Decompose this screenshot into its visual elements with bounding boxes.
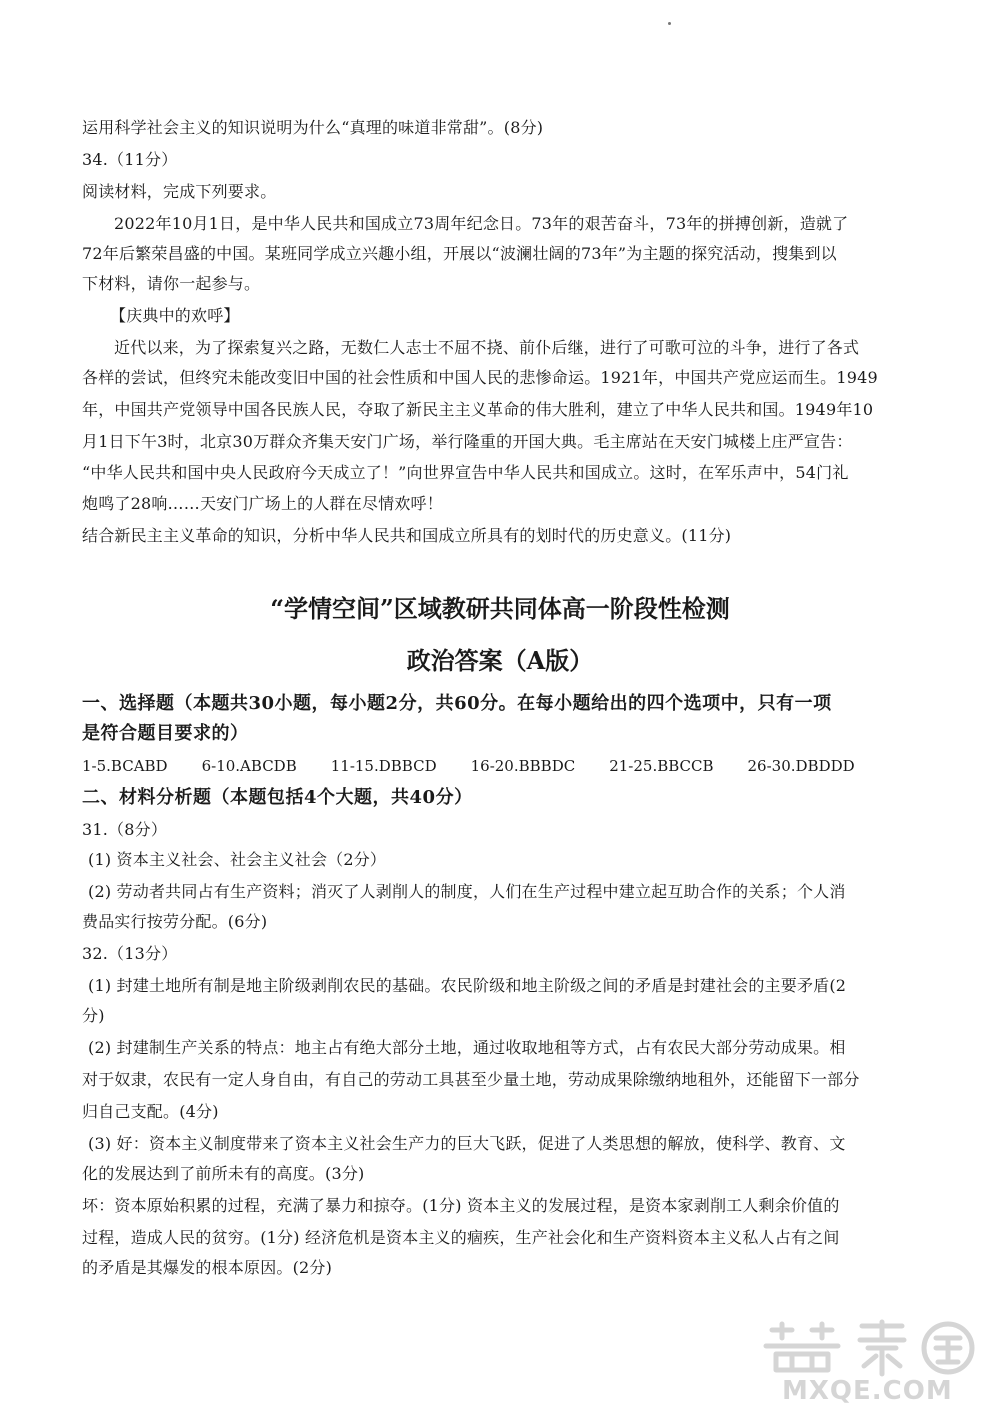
q34-instruction: 阅读材料，完成下列要求。 (82, 182, 277, 201)
section1-heading: 一、选择题（本题共30小题，每小题2分，共60分。在每小题给出的四个选项中，只有一项 (82, 693, 832, 714)
q31-answer-line: (2) 劳动者共同占有生产资料；消灭了人剥削人的制度，人们在生产过程中建立起互助合作的关系；个人消 (88, 882, 846, 901)
q31-header: 31.（8分） (82, 820, 168, 839)
choice-answer-group: 16-20.BBBDC (470, 757, 576, 775)
watermark (752, 1318, 982, 1408)
q32-answer-line: (1) 封建土地所有制是地主阶级剥削农民的基础。农民阶级和地主阶级之间的矛盾是封建社会的主要矛盾(2 (88, 976, 847, 995)
choice-answer-group: 11-15.DBBCD (330, 757, 437, 775)
choice-answer-group: 26-30.DBDDD (747, 757, 855, 775)
choice-answer-group: 6-10.ABCDB (201, 757, 297, 775)
q34-material-line: 各样的尝试，但终究未能改变旧中国的社会性质和中国人民的悲惨命运。1921年，中国共产党应运而生。1949 (82, 368, 878, 387)
q32-answer-line: 过程，造成人民的贫穷。(1分) 经济危机是资本主义的痼疾，生产社会化和生产资料资本主义私人占有之间 (82, 1228, 840, 1247)
choice-answers-row (82, 756, 855, 776)
q34-material-line: 年，中国共产党领导中国各民族人民，夺取了新民主主义革命的伟大胜利，建立了中华人民共和国。1949年10 (82, 400, 874, 419)
section2-heading: 二、材料分析题（本题包括4个大题，共40分） (82, 787, 473, 808)
q32-answer-line: (3) 好：资本主义制度带来了资本主义社会生产力的巨大飞跃，促进了人类思想的解放，使科学、教育、文 (88, 1134, 846, 1153)
q34-material-line: 月1日下午3时，北京30万群众齐集天安门广场，举行隆重的开国大典。毛主席站在天安门城楼上庄严宣告： (82, 432, 853, 451)
q34-section-title: 【庆典中的欢呼】 (110, 306, 240, 325)
q34-task: 结合新民主主义革命的知识，分析中华人民共和国成立所具有的划时代的历史意义。(11分) (82, 526, 732, 545)
answer-subtitle: 政治答案（A版） (406, 646, 594, 675)
q32-answer-line: 分) (82, 1006, 105, 1025)
q34-header: 34.（11分） (82, 150, 178, 169)
q34-material-line: “中华人民共和国中央人民政府今天成立了！”向世界宣告中华人民共和国成立。这时，在军乐声中，54门礼 (82, 463, 849, 482)
choice-answer-group: 21-25.BBCCB (609, 757, 714, 775)
choice-answer-group: 1-5.BCABD (82, 757, 168, 775)
answer-title: “学情空间”区域教研共同体高一阶段性检测 (270, 594, 730, 623)
q32-answer-line: 的矛盾是其爆发的根本原因。(2分) (82, 1258, 333, 1277)
q32-header: 32.（13分） (82, 944, 178, 963)
q32-answer-line: 化的发展达到了前所未有的高度。(3分) (82, 1164, 365, 1183)
watermark-text: MXQE.COM (782, 1376, 953, 1406)
q34-material-line: 炮鸣了28响……天安门广场上的人群在尽情欢呼！ (82, 494, 443, 513)
section1-heading-cont: 是符合题目要求的） (82, 723, 249, 744)
answer-stamp-logo-icon (752, 1318, 982, 1378)
q32-answer-line: (2) 封建制生产关系的特点：地主占有绝大部分土地，通过收取地租等方式，占有农民大部分劳动成果。相 (88, 1038, 846, 1057)
q34-material-line: 近代以来，为了探索复兴之路，无数仁人志士不屈不挠、前仆后继，进行了可歌可泣的斗争，进行了各式 (114, 338, 860, 357)
q32-answer-line: 归自己支配。(4分) (82, 1102, 219, 1121)
q32-answer-line: 坏：资本原始积累的过程，充满了暴力和掠夺。(1分) 资本主义的发展过程，是资本家剥削工人剩余价值的 (82, 1196, 840, 1215)
q32-answer-line: 对于奴隶，农民有一定人身自由，有自己的劳动工具甚至少量土地，劳动成果除缴纳地租外，还能留下一部分 (82, 1070, 860, 1089)
q34-intro-line: 72年后繁荣昌盛的中国。某班同学成立兴趣小组，开展以“波澜壮阔的73年”为主题的探究活动，搜集到以 (82, 244, 837, 263)
q31-answer-line: (1) 资本主义社会、社会主义社会（2分） (88, 850, 387, 869)
q31-answer-line: 费品实行按劳分配。(6分) (82, 912, 268, 931)
scan-speck (668, 22, 671, 25)
q33-end-text: 运用科学社会主义的知识说明为什么“真理的味道非常甜”。(8分) (82, 118, 544, 137)
q34-intro-line: 下材料，请你一起参与。 (82, 274, 261, 293)
q34-intro-line: 2022年10月1日，是中华人民共和国成立73周年纪念日。73年的艰苦奋斗，73年的拼搏创新，造就了 (114, 214, 849, 233)
